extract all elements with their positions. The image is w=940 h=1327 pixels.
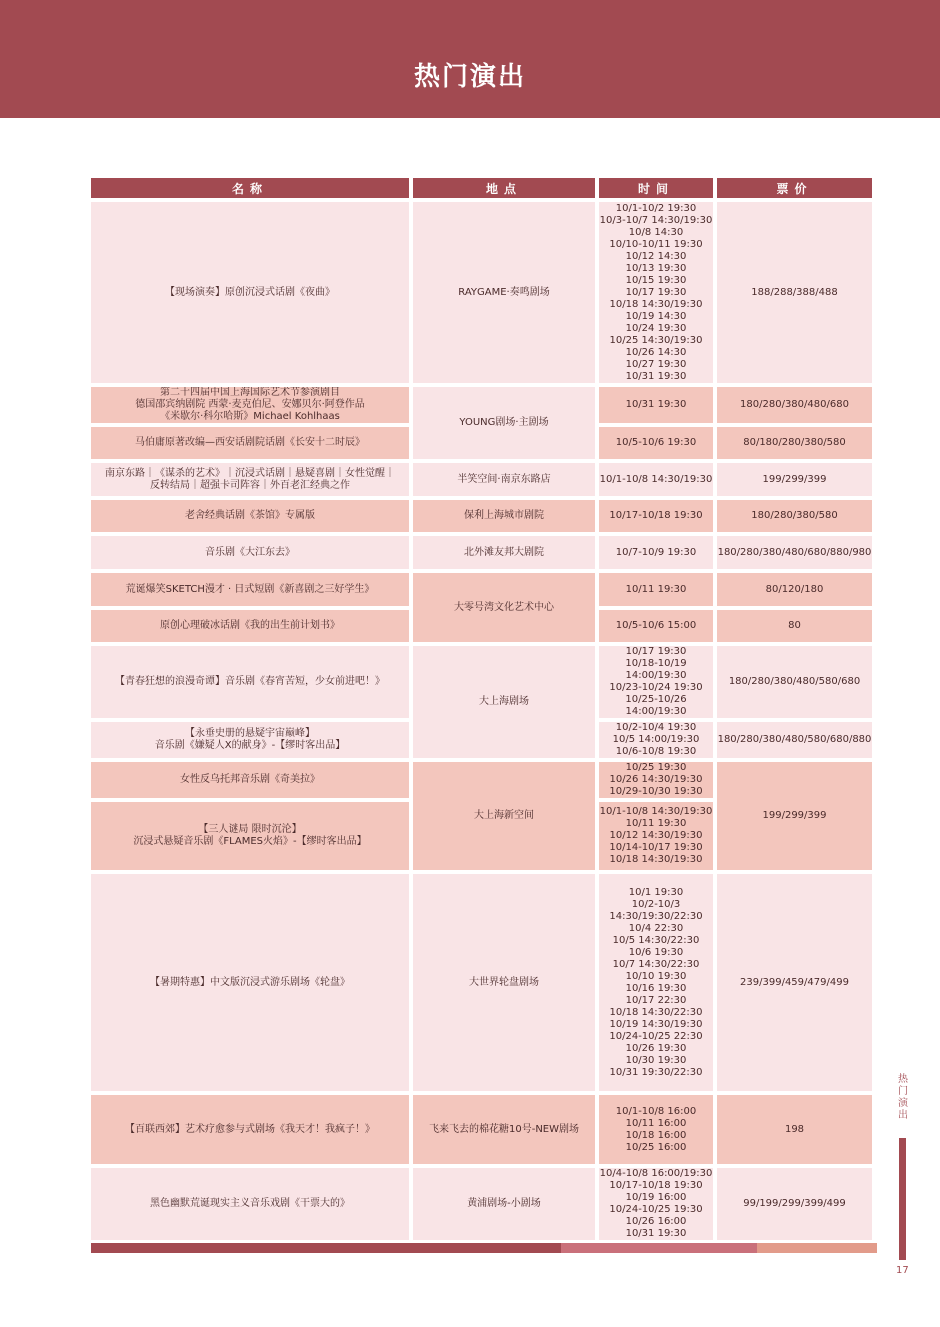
show-venue: YOUNG剧场·主剧场 — [413, 387, 595, 459]
show-venue: 大上海新空间 — [413, 762, 595, 870]
side-accent-bar — [899, 1138, 906, 1260]
show-price: 99/199/299/399/499 — [717, 1168, 872, 1240]
show-venue: 大零号湾文化艺术中心 — [413, 573, 595, 642]
header-banner — [0, 0, 940, 118]
schedule-table — [87, 174, 876, 1244]
show-name: 女性反乌托邦音乐剧《奇美拉》 — [91, 762, 409, 798]
show-name: 【永垂史册的悬疑宇宙巅峰】 音乐剧《嫌疑人X的献身》-【缪时客出品】 — [91, 722, 409, 758]
show-venue: 北外滩友邦大剧院 — [413, 536, 595, 569]
footer-bar-main — [91, 1243, 561, 1253]
show-price: 180/280/380/480/580/680/880 — [717, 722, 872, 758]
show-venue: 飞来飞去的棉花糖10号-NEW剧场 — [413, 1095, 595, 1164]
show-price: 80/180/280/380/580 — [717, 427, 872, 459]
show-name: 黑色幽默荒诞现实主义音乐戏剧《干票大的》 — [91, 1168, 409, 1240]
show-price: 188/288/388/488 — [717, 202, 872, 383]
show-time: 10/25 19:30 10/26 14:30/19:30 10/29-10/30 19:30 — [599, 762, 713, 798]
show-name: 【青春狂想的浪漫奇谭】音乐剧《春宵苦短，少女前进吧！》 — [91, 646, 409, 718]
show-time: 10/1-10/8 14:30/19:30 — [599, 463, 713, 496]
show-name: 【百联西郊】艺术疗愈参与式剧场《我天才！我疯子！》 — [91, 1095, 409, 1164]
footer-bar-end — [757, 1243, 877, 1253]
show-name: 老舍经典话剧《茶馆》专属版 — [91, 500, 409, 532]
show-name: 第二十四届中国上海国际艺术节参演剧目 德国邵宾纳剧院 西蒙·麦克伯尼、安娜贝尔·阿登作品 《米歇尔·科尔哈斯》Michael Kohlhaas — [91, 387, 409, 423]
footer-bar-mid — [561, 1243, 757, 1253]
show-price: 180/280/380/580 — [717, 500, 872, 532]
show-time: 10/4-10/8 16:00/19:30 10/17-10/18 19:30 10/19 16:00 10/24-10/25 19:30 10/26 16:00 10/31 19:30 — [599, 1168, 713, 1239]
show-price: 180/280/380/480/580/680 — [717, 646, 872, 718]
header-name: 名称 — [91, 178, 409, 198]
show-price: 198 — [717, 1095, 872, 1164]
show-price: 239/399/459/479/499 — [717, 874, 872, 1091]
show-name: 【暑期特惠】中文版沉浸式游乐剧场《轮盘》 — [91, 874, 409, 1091]
show-time: 10/5-10/6 19:30 — [599, 427, 713, 459]
show-time: 10/17 19:30 10/18-10/19 14:00/19:30 10/23-10/24 19:30 10/25-10/26 14:00/19:30 — [599, 646, 713, 718]
show-name: 音乐剧《大江东去》 — [91, 536, 409, 569]
show-time: 10/1-10/8 16:00 10/11 16:00 10/18 16:00 10/25 16:00 — [599, 1095, 713, 1164]
show-name: 原创心理破冰话剧《我的出生前计划书》 — [91, 610, 409, 642]
show-price: 180/280/380/480/680 — [717, 387, 872, 423]
show-time: 10/5-10/6 15:00 — [599, 610, 713, 642]
page-title: 热门演出 — [413, 62, 526, 92]
show-venue: RAYGAME·奏鸣剧场 — [413, 202, 595, 383]
show-name: 【现场演奏】原创沉浸式话剧《夜曲》 — [91, 202, 409, 383]
show-price: 180/280/380/480/680/880/980 — [717, 536, 872, 569]
show-name: 南京东路｜《谋杀的艺术》｜沉浸式话剧｜悬疑喜剧｜女性觉醒｜ 反转结局｜超强卡司阵容｜外百老汇经典之作 — [91, 463, 409, 496]
page-number: 17 — [896, 1265, 909, 1276]
header-price: 票价 — [717, 178, 872, 198]
show-price: 199/299/399 — [717, 762, 872, 870]
show-venue: 黄浦剧场-小剧场 — [413, 1168, 595, 1240]
show-venue: 大上海剧场 — [413, 646, 595, 758]
show-time: 10/31 19:30 — [599, 387, 713, 423]
show-time: 10/2-10/4 19:30 10/5 14:00/19:30 10/6-10/8 19:30 — [599, 722, 713, 758]
show-venue: 大世界轮盘剧场 — [413, 874, 595, 1091]
show-venue: 半笑空间·南京东路店 — [413, 463, 595, 496]
show-time: 10/1 19:30 10/2-10/3 14:30/19:30/22:30 10/4 22:30 10/5 14:30/22:30 10/6 19:30 10/7 14:30/22:30 10/10 19:30 10/16 19:30 10/17 22:30 10/18 14:30/22:30 10/19 14:30/19:30 10/24-10/25 22:30 10/26 19:30 10/30 19:30 10/31 19:30/22:30 — [599, 874, 713, 1091]
show-name: 【三人谜局 限时沉沦】 沉浸式悬疑音乐剧《FLAMES火焰》-【缪时客出品】 — [91, 802, 409, 870]
side-section-label: 热 门 演 出 — [898, 1074, 908, 1121]
header-time: 时间 — [599, 178, 713, 198]
show-time: 10/11 19:30 — [599, 573, 713, 606]
show-time: 10/17-10/18 19:30 — [599, 500, 713, 532]
show-name: 荒诞爆笑SKETCH漫才 · 日式短剧《新喜剧之三好学生》 — [91, 573, 409, 606]
show-price: 80/120/180 — [717, 573, 872, 606]
show-price: 199/299/399 — [717, 463, 872, 496]
show-time: 10/1-10/2 19:30 10/3-10/7 14:30/19:30 10/8 14:30 10/10-10/11 19:30 10/12 14:30 10/13 19:30 10/15 19:30 10/17 19:30 10/18 14:30/19:30 10/19 14:30 10/24 19:30 10/25 14:30/19:30 10/26 14:30 10/27 19:30 10/31 19:30 — [599, 202, 713, 382]
show-venue: 保利上海城市剧院 — [413, 500, 595, 532]
show-time: 10/7-10/9 19:30 — [599, 536, 713, 569]
header-venue: 地点 — [413, 178, 595, 198]
show-name: 马伯庸原著改编—西安话剧院话剧《长安十二时辰》 — [91, 427, 409, 459]
show-time: 10/1-10/8 14:30/19:30 10/11 19:30 10/12 14:30/19:30 10/14-10/17 19:30 10/18 14:30/19:30 — [599, 802, 713, 870]
show-price: 80 — [717, 610, 872, 642]
